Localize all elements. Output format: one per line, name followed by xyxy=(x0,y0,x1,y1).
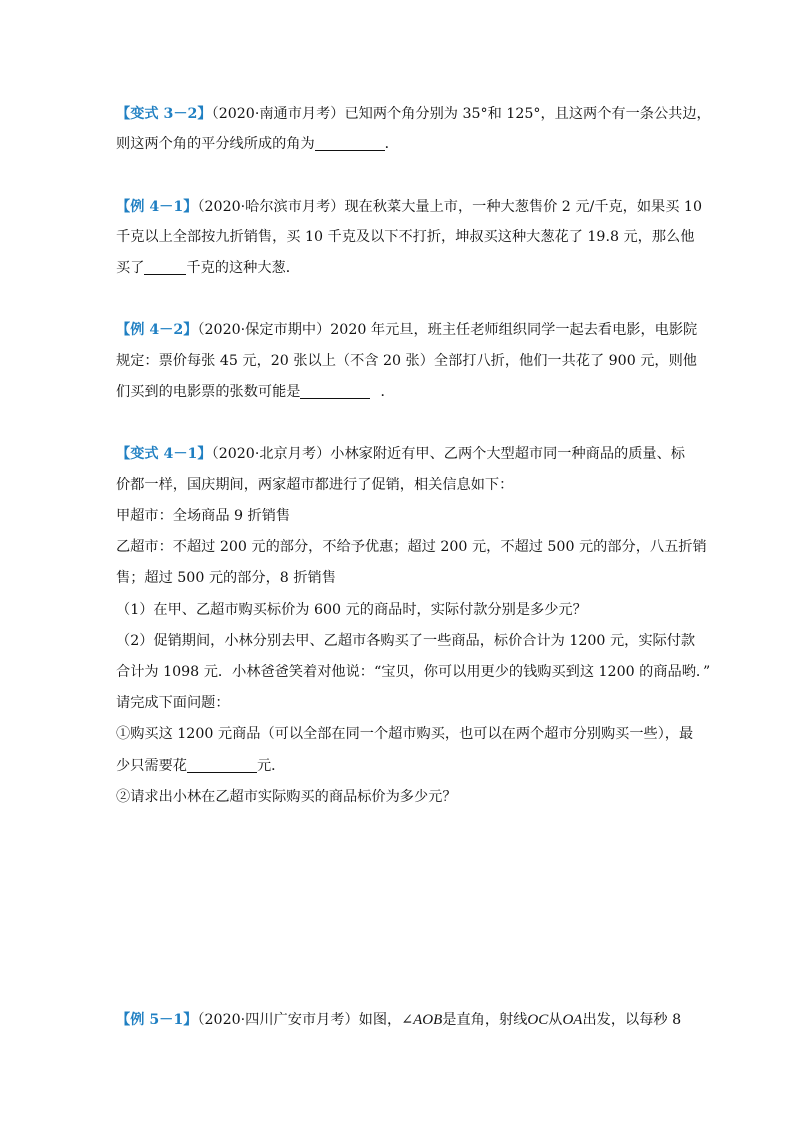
problem-variant-4-1-line-8 xyxy=(116,662,710,682)
problem-text: 出发，以每秒 8 xyxy=(582,1012,682,1028)
problem-text: （2020·哈尔滨市月考）现在秋菜大量上市，一种大葱售价 2 元/千克，如果买 10 xyxy=(197,199,702,215)
angle-label: AOB xyxy=(413,1012,443,1028)
problem-text: 们买到的电影票的张数可能是 xyxy=(116,384,301,400)
problem-variant-3-2-line-2 xyxy=(116,134,399,154)
problem-tag: 【变式 4－1】 xyxy=(116,446,212,462)
problem-text: 合计为 1098 元．小林爸爸笑着对他说：“宝贝，你可以用更少的钱购买到这 1200 的商品哟．” xyxy=(116,664,711,680)
problem-variant-4-1-line-9 xyxy=(116,693,230,713)
problem-example-4-2-line-2 xyxy=(116,351,697,371)
problem-text: （2020·南通市月考）已知两个角分别为 35°和 125°，且这两个有一条公共边， xyxy=(211,106,711,122)
problem-tag: 【例 4－2】 xyxy=(116,322,198,338)
answer-blank xyxy=(300,384,370,399)
problem-variant-4-1-line-5 xyxy=(116,568,336,588)
problem-text: 乙超市：不超过 200 元的部分，不给予优惠；超过 200 元，不超过 500 元的部分，八五折销 xyxy=(116,539,707,555)
problem-text: ①购买这 1200 元商品（可以全部在同一个超市购买，也可以在两个超市分别购买一些），最 xyxy=(116,726,694,742)
problem-example-4-1-line-1 xyxy=(116,197,702,217)
problem-variant-4-1-line-6 xyxy=(116,600,587,620)
problem-text: 规定：票价每张 45 元，20 张以上（不含 20 张）全部打八折，他们一共花了 900 元，则他 xyxy=(116,353,697,369)
problem-example-5-1-line-1 xyxy=(116,1010,681,1030)
problem-variant-4-1-line-4 xyxy=(116,537,707,557)
problem-text: 元． xyxy=(256,758,286,774)
problem-text: （2）促销期间，小林分别去甲、乙超市各购买了一些商品，标价合计为 1200 元，实际付款 xyxy=(116,633,696,649)
problem-text: 买了 xyxy=(116,260,145,276)
problem-text: （2020·保定市期中）2020 年元旦，班主任老师组织同学一起去看电影，电影院 xyxy=(197,322,698,338)
problem-text: 则这两个角的平分线所成的角为 xyxy=(116,136,315,152)
problem-text: ． xyxy=(384,136,399,152)
problem-variant-4-1-line-2 xyxy=(116,475,513,495)
problem-text: 少只需要花 xyxy=(116,758,187,774)
problem-variant-4-1-line-7 xyxy=(116,631,695,651)
problem-tag: 【例 4－1】 xyxy=(116,199,198,215)
problem-text: ． xyxy=(380,384,395,400)
answer-blank xyxy=(315,136,385,151)
answer-blank xyxy=(144,260,186,275)
problem-text: 是直角，射线 xyxy=(442,1012,528,1028)
problem-text: 从 xyxy=(548,1012,563,1028)
problem-text: ②请求出小林在乙超市实际购买的商品标价为多少元？ xyxy=(116,789,457,805)
problem-text: 价都一样，国庆期间，两家超市都进行了促销，相关信息如下： xyxy=(116,477,514,493)
problem-text: 甲超市：全场商品 9 折销售 xyxy=(116,508,291,524)
problem-variant-4-1-line-1 xyxy=(116,444,685,464)
problem-example-4-1-line-2 xyxy=(116,227,694,247)
answer-blank xyxy=(187,758,257,773)
problem-text: （2020·北京月考）小林家附近有甲、乙两个大型超市同一种商品的质量、标 xyxy=(211,446,685,462)
problem-variant-4-1-line-11 xyxy=(116,756,285,776)
ray-label: OC xyxy=(527,1012,549,1028)
problem-text: 请完成下面问题： xyxy=(116,695,230,711)
problem-variant-4-1-line-10 xyxy=(116,724,693,744)
problem-tag: 【变式 3－2】 xyxy=(116,106,212,122)
problem-text: （1）在甲、乙超市购买标价为 600 元的商品时，实际付款分别是多少元？ xyxy=(116,602,587,618)
problem-variant-4-1-line-12 xyxy=(116,787,457,807)
problem-text: （2020·四川广安市月考）如图，∠ xyxy=(197,1012,414,1028)
problem-example-4-1-line-3 xyxy=(116,258,300,278)
problem-example-4-2-line-1 xyxy=(116,320,697,340)
problem-text: 千克的这种大葱． xyxy=(186,260,300,276)
problem-variant-4-1-line-3 xyxy=(116,506,290,526)
problem-variant-3-2-line-1 xyxy=(116,104,711,124)
problem-text: 千克以上全部按九折销售，买 10 千克及以下不打折，坤叔买这种大葱花了 19.8 元，那么他 xyxy=(116,229,695,245)
problem-example-4-2-line-3 xyxy=(116,382,395,402)
problem-text: 售；超过 500 元的部分，8 折销售 xyxy=(116,570,336,586)
problem-tag: 【例 5－1】 xyxy=(116,1012,198,1028)
ray-label: OA xyxy=(562,1012,583,1028)
